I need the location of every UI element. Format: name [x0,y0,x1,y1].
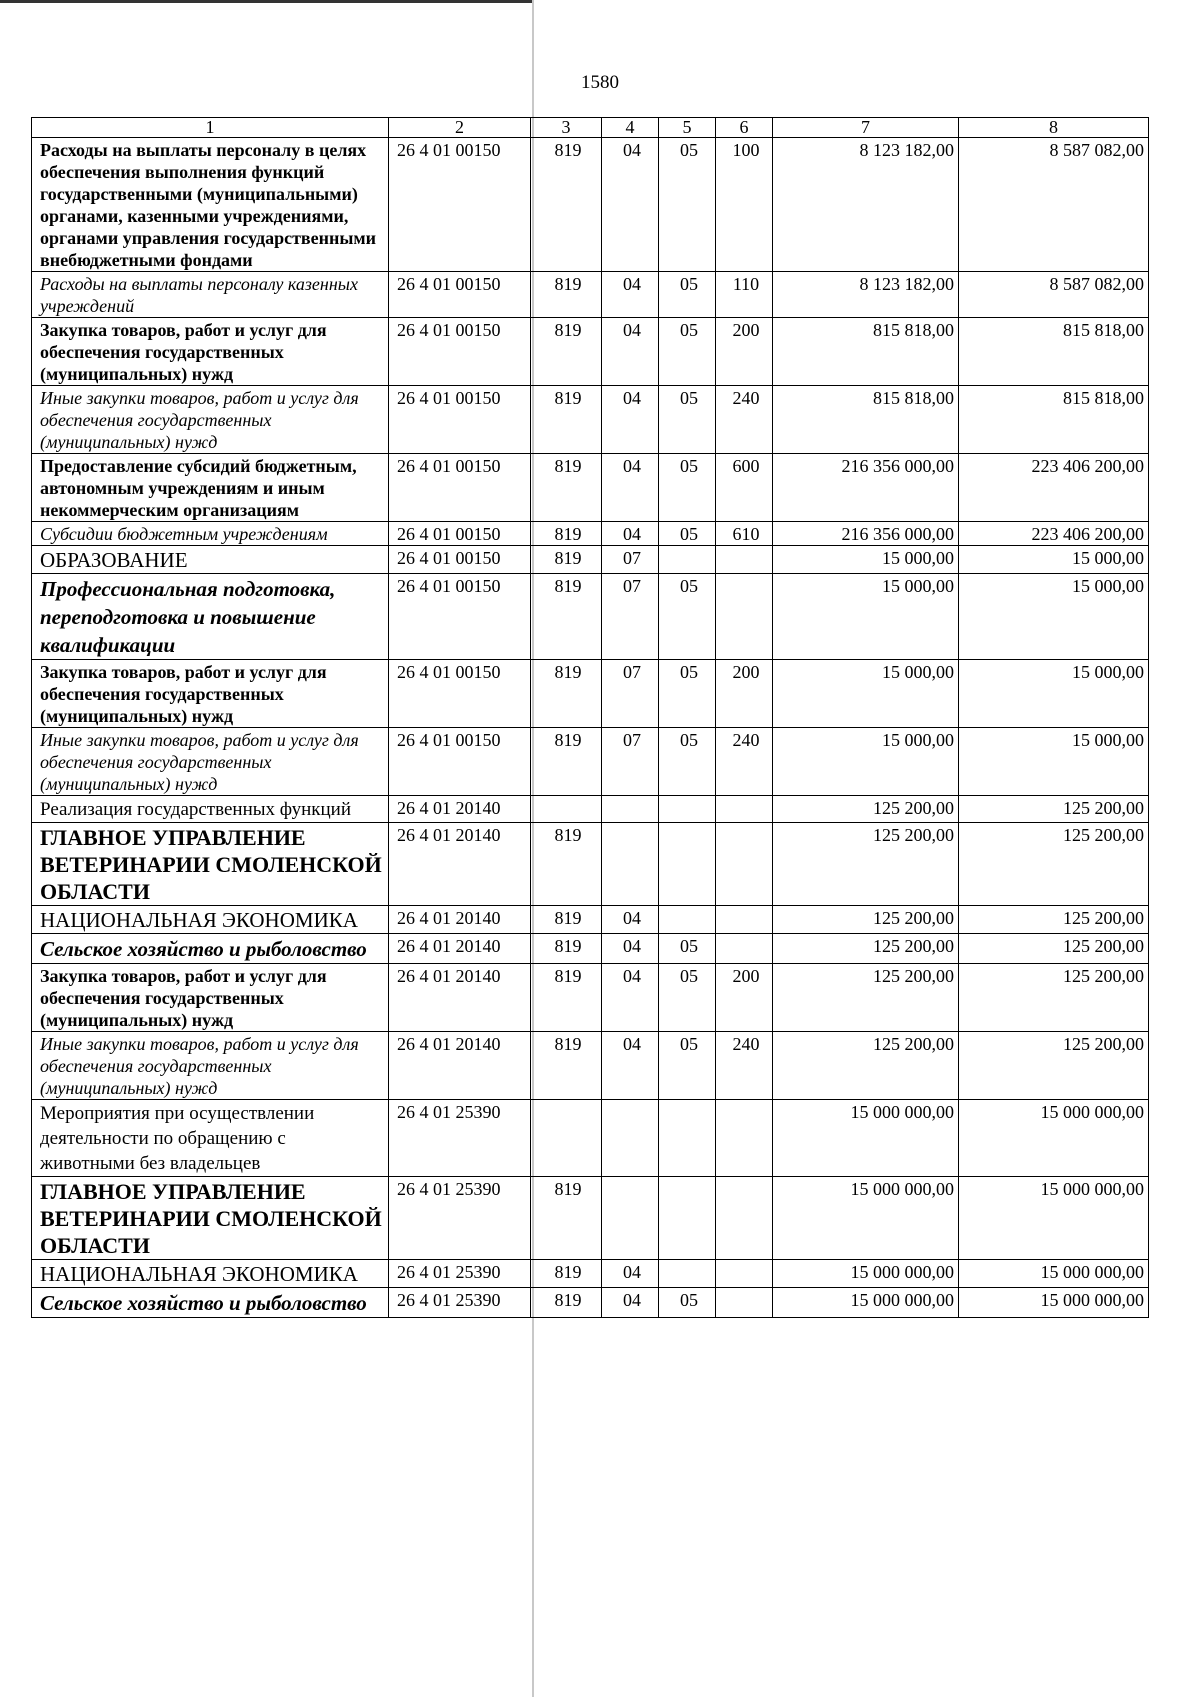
col-header-3: 3 [531,118,602,138]
row-name: Иные закупки товаров, работ и услуг для обеспечения государственных (муниципальных) нужд [32,386,389,454]
row-target-code: 26 4 01 00150 [389,522,531,546]
row-amount-year1: 216 356 000,00 [773,522,959,546]
row-subsection: 05 [659,964,716,1032]
row-amount-year1: 8 123 182,00 [773,272,959,318]
table-row [32,522,1149,546]
row-name: Сельское хозяйство и рыболовство [32,934,389,964]
row-name: ГЛАВНОЕ УПРАВЛЕНИЕ ВЕТЕРИНАРИИ СМОЛЕНСКОЙ ОБЛАСТИ [32,823,389,906]
row-grbs: 819 [531,660,602,728]
row-grbs: 819 [531,964,602,1032]
row-subsection: 05 [659,272,716,318]
row-amount-year2: 125 200,00 [959,796,1149,823]
row-grbs: 819 [531,934,602,964]
row-amount-year1: 125 200,00 [773,906,959,934]
row-amount-year1: 8 123 182,00 [773,138,959,272]
row-grbs: 819 [531,386,602,454]
row-grbs: 819 [531,1032,602,1100]
row-name: НАЦИОНАЛЬНАЯ ЭКОНОМИКА [32,1260,389,1288]
row-subsection [659,546,716,574]
row-amount-year1: 125 200,00 [773,934,959,964]
row-section: 07 [602,546,659,574]
table-row [32,1260,1149,1288]
table-row [32,386,1149,454]
row-name: ГЛАВНОЕ УПРАВЛЕНИЕ ВЕТЕРИНАРИИ СМОЛЕНСКОЙ ОБЛАСТИ [32,1177,389,1260]
row-name: Субсидии бюджетным учреждениям [32,522,389,546]
row-section: 04 [602,1288,659,1318]
row-expense-type: 110 [716,272,773,318]
row-grbs: 819 [531,318,602,386]
table-row [32,823,1149,906]
row-expense-type [716,796,773,823]
row-grbs: 819 [531,906,602,934]
col-header-5: 5 [659,118,716,138]
table-row [32,964,1149,1032]
row-target-code: 26 4 01 25390 [389,1100,531,1177]
row-target-code: 26 4 01 00150 [389,574,531,660]
row-section [602,1100,659,1177]
row-subsection [659,1260,716,1288]
row-name: Реализация государственных функций [32,796,389,823]
row-amount-year2: 15 000 000,00 [959,1260,1149,1288]
row-amount-year1: 216 356 000,00 [773,454,959,522]
row-amount-year1: 15 000 000,00 [773,1260,959,1288]
row-amount-year2: 125 200,00 [959,906,1149,934]
row-target-code: 26 4 01 25390 [389,1260,531,1288]
row-expense-type [716,934,773,964]
table-row [32,574,1149,660]
row-grbs: 819 [531,574,602,660]
row-expense-type [716,574,773,660]
row-amount-year2: 223 406 200,00 [959,454,1149,522]
col-header-2: 2 [389,118,531,138]
row-section: 07 [602,574,659,660]
row-expense-type [716,546,773,574]
row-name: Закупка товаров, работ и услуг для обеспечения государственных (муниципальных) нужд [32,660,389,728]
row-section: 04 [602,386,659,454]
table-row [32,796,1149,823]
row-amount-year1: 15 000 000,00 [773,1100,959,1177]
row-amount-year2: 223 406 200,00 [959,522,1149,546]
row-expense-type: 240 [716,1032,773,1100]
row-amount-year2: 815 818,00 [959,318,1149,386]
row-subsection [659,906,716,934]
row-expense-type [716,823,773,906]
row-grbs: 819 [531,546,602,574]
row-name: Иные закупки товаров, работ и услуг для обеспечения государственных (муниципальных) нужд [32,728,389,796]
row-amount-year1: 15 000,00 [773,574,959,660]
row-amount-year2: 15 000,00 [959,574,1149,660]
row-amount-year1: 15 000,00 [773,546,959,574]
row-name: Сельское хозяйство и рыболовство [32,1288,389,1318]
table-row [32,934,1149,964]
row-target-code: 26 4 01 00150 [389,660,531,728]
row-amount-year2: 125 200,00 [959,823,1149,906]
page-number: 1580 [581,72,619,93]
row-expense-type: 600 [716,454,773,522]
row-name: Закупка товаров, работ и услуг для обеспечения государственных (муниципальных) нужд [32,318,389,386]
table-row [32,728,1149,796]
table-header-row [32,118,1149,138]
table-row [32,1032,1149,1100]
col-header-7: 7 [773,118,959,138]
row-amount-year2: 15 000,00 [959,728,1149,796]
col-header-4: 4 [602,118,659,138]
row-section [602,796,659,823]
row-subsection [659,1177,716,1260]
row-expense-type [716,1260,773,1288]
row-target-code: 26 4 01 20140 [389,1032,531,1100]
row-amount-year1: 815 818,00 [773,386,959,454]
row-grbs: 819 [531,138,602,272]
row-grbs: 819 [531,1260,602,1288]
table-row [32,906,1149,934]
row-subsection: 05 [659,454,716,522]
budget-table [31,117,1149,1318]
row-subsection: 05 [659,660,716,728]
row-subsection: 05 [659,934,716,964]
row-amount-year1: 125 200,00 [773,1032,959,1100]
row-name: ОБРАЗОВАНИЕ [32,546,389,574]
row-target-code: 26 4 01 00150 [389,546,531,574]
row-expense-type: 610 [716,522,773,546]
row-name: Иные закупки товаров, работ и услуг для обеспечения государственных (муниципальных) нужд [32,1032,389,1100]
row-section: 04 [602,1260,659,1288]
row-amount-year2: 15 000 000,00 [959,1100,1149,1177]
row-target-code: 26 4 01 00150 [389,318,531,386]
table-row [32,546,1149,574]
row-name: Предоставление субсидий бюджетным, автономным учреждениям и иным некоммерческим организациям [32,454,389,522]
row-amount-year2: 125 200,00 [959,964,1149,1032]
row-name: Профессиональная подготовка, переподготовка и повышение квалификации [32,574,389,660]
row-subsection: 05 [659,318,716,386]
row-subsection: 05 [659,728,716,796]
row-expense-type: 240 [716,386,773,454]
row-target-code: 26 4 01 25390 [389,1177,531,1260]
row-target-code: 26 4 01 20140 [389,934,531,964]
row-grbs: 819 [531,823,602,906]
table-row [32,138,1149,272]
row-expense-type [716,1100,773,1177]
row-amount-year1: 815 818,00 [773,318,959,386]
row-grbs [531,1100,602,1177]
row-expense-type: 100 [716,138,773,272]
table-row [32,1177,1149,1260]
col-header-6: 6 [716,118,773,138]
table-row [32,272,1149,318]
row-expense-type: 240 [716,728,773,796]
row-name: НАЦИОНАЛЬНАЯ ЭКОНОМИКА [32,906,389,934]
row-target-code: 26 4 01 00150 [389,138,531,272]
row-grbs: 819 [531,454,602,522]
col-header-1: 1 [32,118,389,138]
row-amount-year1: 15 000,00 [773,728,959,796]
row-target-code: 26 4 01 20140 [389,906,531,934]
row-name: Расходы на выплаты персоналу казенных учреждений [32,272,389,318]
row-amount-year1: 125 200,00 [773,823,959,906]
row-grbs: 819 [531,728,602,796]
row-expense-type: 200 [716,318,773,386]
row-target-code: 26 4 01 20140 [389,823,531,906]
col-header-8: 8 [959,118,1149,138]
row-section: 04 [602,1032,659,1100]
row-section: 04 [602,906,659,934]
row-subsection [659,796,716,823]
row-section: 04 [602,318,659,386]
table-row [32,1288,1149,1318]
row-target-code: 26 4 01 00150 [389,272,531,318]
row-subsection [659,823,716,906]
row-amount-year2: 125 200,00 [959,1032,1149,1100]
row-amount-year1: 15 000,00 [773,660,959,728]
row-expense-type: 200 [716,660,773,728]
row-subsection: 05 [659,386,716,454]
row-name: Закупка товаров, работ и услуг для обеспечения государственных (муниципальных) нужд [32,964,389,1032]
row-name: Расходы на выплаты персоналу в целях обеспечения выполнения функций государственными (муниципальными) органами, казенными учреждениями, органами управления государственными внебюджетными фондами [32,138,389,272]
row-section: 04 [602,138,659,272]
row-expense-type [716,1288,773,1318]
row-amount-year1: 125 200,00 [773,796,959,823]
row-section: 07 [602,728,659,796]
scan-top-edge [0,0,532,3]
table-row [32,318,1149,386]
row-subsection [659,1100,716,1177]
row-grbs [531,796,602,823]
row-grbs: 819 [531,272,602,318]
row-grbs: 819 [531,1288,602,1318]
row-amount-year1: 15 000 000,00 [773,1288,959,1318]
row-section: 04 [602,272,659,318]
row-section: 04 [602,522,659,546]
row-amount-year2: 8 587 082,00 [959,138,1149,272]
row-expense-type: 200 [716,964,773,1032]
row-amount-year1: 15 000 000,00 [773,1177,959,1260]
row-target-code: 26 4 01 20140 [389,964,531,1032]
row-target-code: 26 4 01 20140 [389,796,531,823]
row-amount-year2: 15 000,00 [959,546,1149,574]
row-amount-year2: 8 587 082,00 [959,272,1149,318]
row-section: 04 [602,454,659,522]
row-expense-type [716,1177,773,1260]
row-section [602,823,659,906]
table-row [32,1100,1149,1177]
row-amount-year2: 15 000,00 [959,660,1149,728]
row-target-code: 26 4 01 00150 [389,454,531,522]
row-name: Мероприятия при осуществлении деятельности по обращению с животными без владельцев [32,1100,389,1177]
table-row [32,454,1149,522]
row-grbs: 819 [531,1177,602,1260]
row-subsection: 05 [659,1032,716,1100]
row-expense-type [716,906,773,934]
row-target-code: 26 4 01 00150 [389,386,531,454]
row-subsection: 05 [659,138,716,272]
row-grbs: 819 [531,522,602,546]
row-subsection: 05 [659,1288,716,1318]
row-subsection: 05 [659,574,716,660]
row-target-code: 26 4 01 00150 [389,728,531,796]
table-row [32,660,1149,728]
row-target-code: 26 4 01 25390 [389,1288,531,1318]
row-section: 07 [602,660,659,728]
row-amount-year2: 815 818,00 [959,386,1149,454]
row-amount-year1: 125 200,00 [773,964,959,1032]
row-section: 04 [602,934,659,964]
row-section: 04 [602,964,659,1032]
row-amount-year2: 15 000 000,00 [959,1288,1149,1318]
table-body [32,138,1149,1318]
row-section [602,1177,659,1260]
row-subsection: 05 [659,522,716,546]
row-amount-year2: 125 200,00 [959,934,1149,964]
row-amount-year2: 15 000 000,00 [959,1177,1149,1260]
